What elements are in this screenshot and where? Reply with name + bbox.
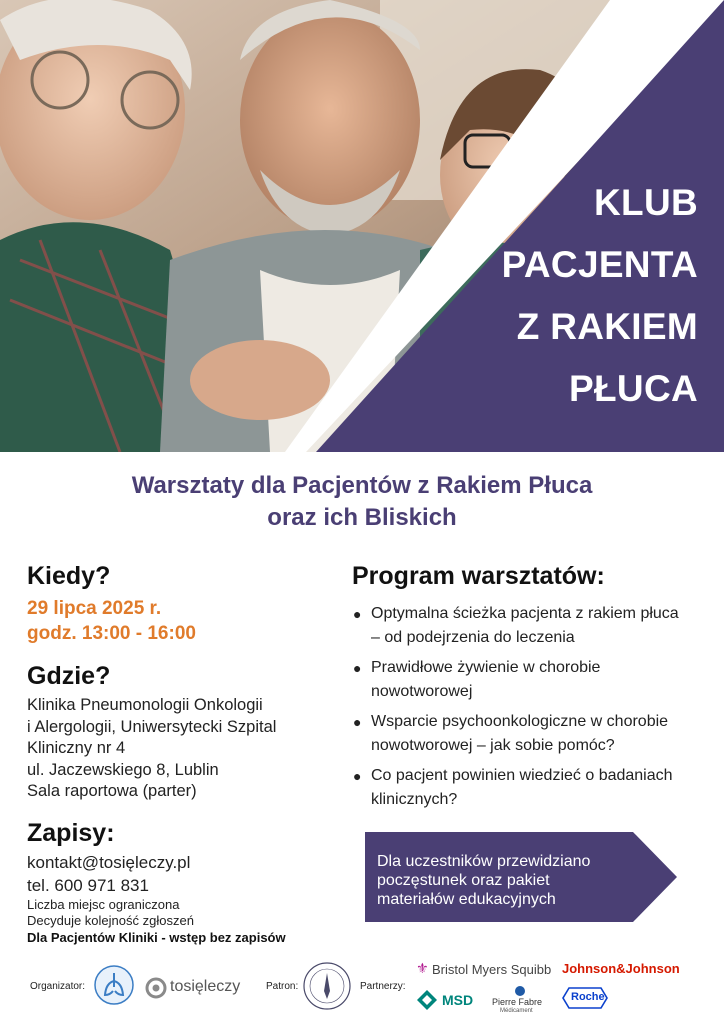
program-item-text: nowotworowej xyxy=(371,683,473,700)
program-item xyxy=(352,710,702,758)
banner-line: materiałów edukacyjnych xyxy=(377,891,556,908)
pierre-fabre-logo xyxy=(488,985,552,1019)
signup-note: Decyduje kolejność zgłoszeń xyxy=(27,912,194,928)
banner-line: Dla uczestników przewidziano xyxy=(377,853,591,870)
patron-label: Patron: xyxy=(266,981,299,992)
contact-phone[interactable]: tel. 600 971 831 xyxy=(27,875,149,895)
organizer-label: Organizator: xyxy=(30,981,86,992)
bms-logo-text: Bristol Myers Squibb xyxy=(432,962,552,977)
program-column xyxy=(352,560,702,818)
hero-title-line: Z RAKIEM xyxy=(516,306,698,347)
program-heading: Program warsztatów: xyxy=(352,562,605,590)
hero-title-line: PŁUCA xyxy=(569,368,698,409)
program-item xyxy=(352,602,702,650)
program-list xyxy=(352,602,702,812)
lung-club-logo xyxy=(94,965,134,1005)
program-item-text: nowotworowej – jak sobie pomóc? xyxy=(371,737,615,754)
address-line: Sala raportowa (parter) xyxy=(27,782,197,800)
banner-text xyxy=(377,852,657,909)
msd-logo xyxy=(416,989,480,1011)
bms-logo xyxy=(416,960,556,980)
tosieleczy-icon xyxy=(145,977,167,999)
jnj-logo xyxy=(562,961,687,979)
bullet-icon: ● xyxy=(353,660,362,676)
banner-line: poczęstunek oraz pakiet xyxy=(377,872,550,889)
address-line: Kliniczny nr 4 xyxy=(27,739,126,757)
when-heading: Kiedy? xyxy=(27,562,111,590)
program-item xyxy=(352,656,702,704)
msd-logo-text: MSD xyxy=(442,992,474,1008)
event-date: 29 lipca 2025 r. xyxy=(27,598,162,619)
address-line: ul. Jaczewskiego 8, Lublin xyxy=(27,760,219,779)
workshop-subtitle xyxy=(0,470,724,534)
event-info-column xyxy=(27,560,337,947)
hero-title-line: PACJENTA xyxy=(501,244,698,285)
jnj-logo-text: Johnson&Johnson xyxy=(562,961,680,976)
tosieleczy-logo xyxy=(145,977,257,999)
roche-logo xyxy=(562,987,608,1009)
pierre-fabre-icon xyxy=(513,985,527,997)
sponsors-footer xyxy=(0,955,724,1024)
program-item-text: Optymalna ścieżka pacjenta z rakiem płuca xyxy=(371,605,679,622)
partners-label: Partnerzy: xyxy=(360,981,406,992)
program-item-text: Prawidłowe żywienie w chorobie xyxy=(371,659,601,676)
program-item-text: Co pacjent powinien wiedzieć o badaniach xyxy=(371,767,673,784)
hero-title xyxy=(438,172,698,420)
pierre-fabre-logo-text: Pierre Fabre xyxy=(492,997,543,1007)
subtitle-line: oraz ich Bliskich xyxy=(267,504,457,531)
bullet-icon: ● xyxy=(353,714,362,730)
bms-icon: ⚜ xyxy=(416,960,429,976)
hero-title-line: KLUB xyxy=(594,182,698,223)
event-time: godz. 13:00 - 16:00 xyxy=(27,623,196,644)
address-line: i Alergologii, Uniwersytecki Szpital xyxy=(27,717,277,736)
signup-note: Liczba miejsc ograniczona xyxy=(27,896,180,912)
signup-heading: Zapisy: xyxy=(27,818,115,847)
program-item-text: klinicznych? xyxy=(371,791,458,808)
refreshments-banner xyxy=(365,832,680,922)
address-line: Klinika Pneumonologii Onkologii xyxy=(27,696,263,714)
contact-email[interactable]: kontakt@tosięleczy.pl xyxy=(27,852,191,872)
venue-address xyxy=(27,695,337,803)
patron-seal-logo xyxy=(302,961,352,1011)
where-heading: Gdzie? xyxy=(27,662,111,690)
tosieleczy-logo-text: tosięleczy xyxy=(170,978,241,995)
signup-note-bold: Dla Pacjentów Kliniki - wstęp bez zapisów xyxy=(27,929,286,945)
roche-logo-text: Roche xyxy=(571,991,605,1003)
program-item-text: – od podejrzenia do leczenia xyxy=(371,629,575,646)
bullet-icon: ● xyxy=(353,768,362,784)
bullet-icon: ● xyxy=(353,606,362,622)
pierre-fabre-sub-text: Médicament xyxy=(500,1008,533,1014)
subtitle-line: Warsztaty dla Pacjentów z Rakiem Płuca xyxy=(131,472,593,499)
msd-icon xyxy=(416,989,438,1011)
hero-section xyxy=(0,0,724,452)
program-item xyxy=(352,764,702,812)
program-item-text: Wsparcie psychoonkologiczne w chorobie xyxy=(371,713,669,730)
